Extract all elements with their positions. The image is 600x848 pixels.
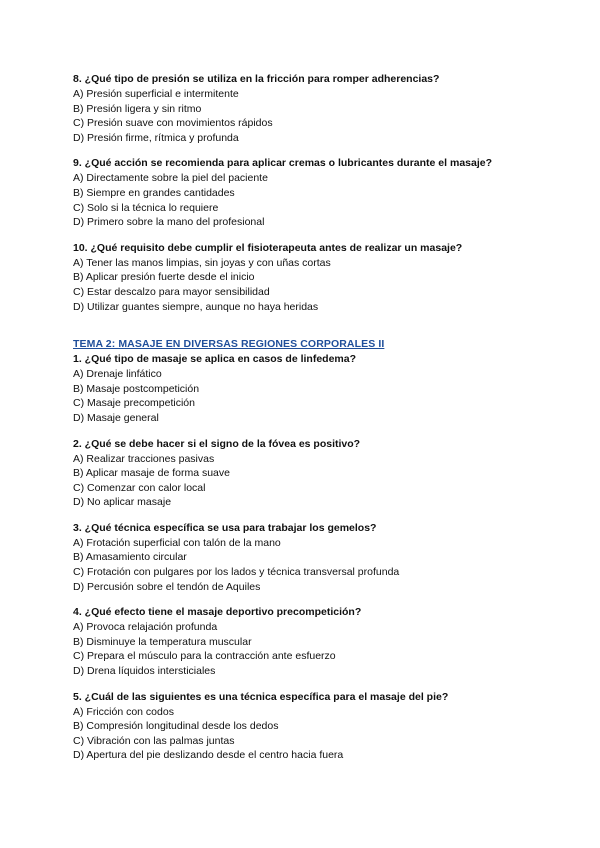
option-b: B) Presión ligera y sin ritmo — [73, 102, 202, 115]
option-b: B) Disminuye la temperatura muscular — [73, 635, 252, 648]
question-text: 8. ¿Qué tipo de presión se utiliza en la fricción para romper adherencias? — [73, 73, 440, 85]
option-c: C) Comenzar con calor local — [73, 481, 206, 494]
option-b: B) Masaje postcompetición — [73, 382, 200, 395]
option-a: A) Drenaje linfático — [73, 368, 162, 381]
page-content — [73, 72, 573, 774]
option-d: D) Primero sobre la mano del profesional — [73, 216, 265, 229]
option-a: A) Realizar tracciones pasivas — [73, 452, 215, 465]
option-a: A) Presión superficial e intermitente — [73, 88, 239, 100]
option-c: C) Frotación con pulgares por los lados y técnica transversal profunda — [73, 566, 400, 579]
tema-2-section — [73, 337, 573, 763]
option-a: A) Directamente sobre la piel del paciente — [73, 172, 268, 185]
option-c: C) Presión suave con movimientos rápidos — [73, 117, 273, 130]
question-block — [73, 352, 573, 425]
question-text: 9. ¿Qué acción se recomienda para aplicar cremas o lubricantes durante el masaje? — [73, 157, 493, 170]
option-b: B) Aplicar presión fuerte desde el inicio — [73, 271, 255, 284]
question-block — [73, 521, 573, 594]
question-text: 1. ¿Qué tipo de masaje se aplica en casos de linfedema? — [73, 353, 357, 366]
option-d: D) Masaje general — [73, 411, 159, 424]
question-block — [73, 156, 573, 229]
option-a: A) Provoca relajación profunda — [73, 621, 218, 634]
question-text: 3. ¿Qué técnica específica se usa para trabajar los gemelos? — [73, 521, 377, 534]
option-d: D) Apertura del pie deslizando desde el centro hacia fuera — [73, 749, 344, 762]
question-text: 4. ¿Qué efecto tiene el masaje deportivo precompetición? — [73, 606, 362, 619]
option-a: A) Frotación superficial con talón de la mano — [73, 536, 281, 549]
option-c: C) Prepara el músculo para la contracción ante esfuerzo — [73, 650, 336, 663]
option-c: C) Solo si la técnica lo requiere — [73, 201, 219, 214]
option-d: D) Percusión sobre el tendón de Aquiles — [73, 580, 261, 593]
section-title: TEMA 2: MASAJE EN DIVERSAS REGIONES CORPORALES II — [73, 338, 385, 351]
option-b: B) Siempre en grandes cantidades — [73, 186, 235, 199]
option-c: C) Estar descalzo para mayor sensibilidad — [73, 285, 270, 298]
option-d: D) No aplicar masaje — [73, 496, 172, 509]
option-c: C) Masaje precompetición — [73, 397, 195, 410]
question-block — [73, 690, 573, 763]
option-d: D) Drena líquidos intersticiales — [73, 665, 216, 678]
question-block — [73, 241, 573, 314]
option-c: C) Vibración con las palmas juntas — [73, 734, 235, 747]
question-block — [73, 72, 573, 145]
option-d: D) Utilizar guantes siempre, aunque no haya heridas — [73, 300, 319, 313]
option-b: B) Compresión longitudinal desde los dedos — [73, 720, 279, 733]
question-text: 2. ¿Qué se debe hacer si el signo de la fóvea es positivo? — [73, 437, 361, 450]
option-b: B) Aplicar masaje de forma suave — [73, 467, 230, 480]
question-block — [73, 437, 573, 510]
option-a: A) Fricción con codos — [73, 705, 174, 718]
option-d: D) Presión firme, rítmica y profunda — [73, 131, 239, 144]
question-block — [73, 605, 573, 678]
question-text: 10. ¿Qué requisito debe cumplir el fisioterapeuta antes de realizar un masaje? — [73, 241, 463, 254]
option-a: A) Tener las manos limpias, sin joyas y con uñas cortas — [73, 256, 331, 269]
option-b: B) Amasamiento circular — [73, 551, 187, 564]
question-text: 5. ¿Cuál de las siguientes es una técnica específica para el masaje del pie? — [73, 690, 449, 703]
